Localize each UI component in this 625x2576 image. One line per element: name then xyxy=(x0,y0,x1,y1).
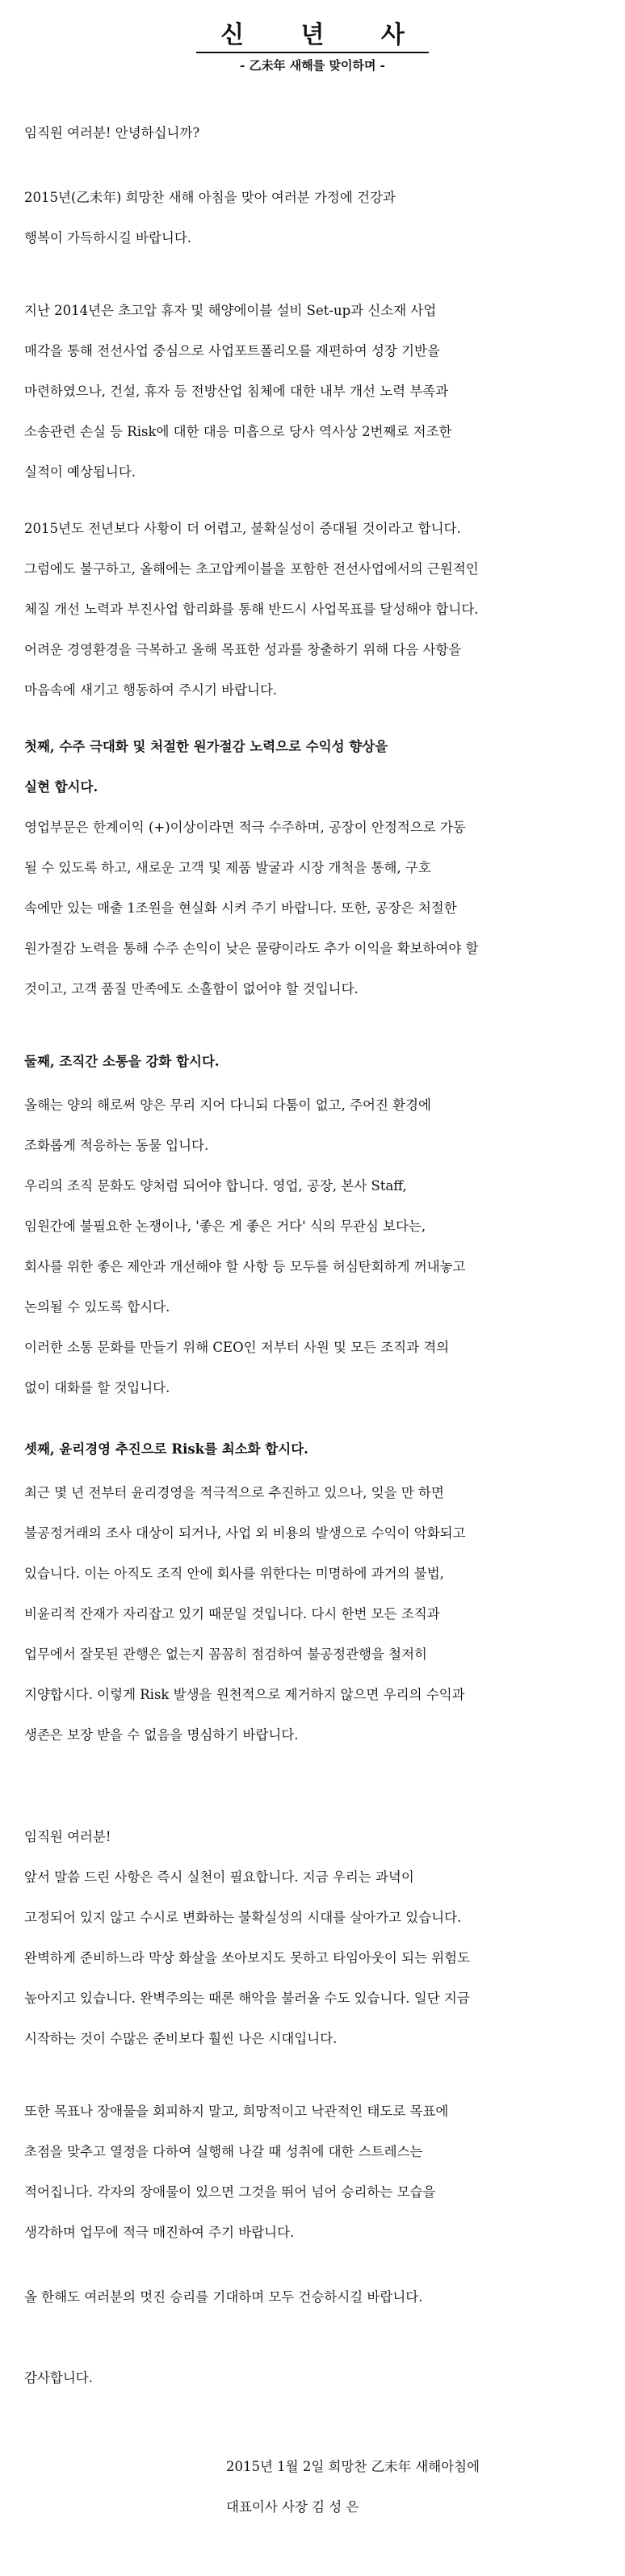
signature-date-line: 2015년 1월 2일 희망찬 乙未年 새해아침에 xyxy=(226,2459,480,2474)
heading-first: 첫째, 수주 극대화 및 처절한 원가절감 노력으로 수익성 향상을 실현 합시다. xyxy=(24,739,388,795)
paragraph-intro: 2015년(乙未年) 희망찬 새해 아침을 맞아 여러분 가정에 건강과 행복이 가득하시길 바랍니다. xyxy=(24,190,396,245)
paragraph-2015-outlook: 2015년도 전년보다 사황이 더 어렵고, 불확실성이 증대될 것이라고 합니다. 그럼에도 불구하고, 올해에는 초고압케이블을 포함한 전선사업에서의 근원적인 체질 개선 노력과 부진사업 합리화를 통해 반드시 사업목표를 달성해야 합니다. 어려운 경영환경을 극복하고 올해 목표한 성과를 창출하기 위해 다음 사항을 마음속에 새기고 행동하여 주시기 바랍니다. xyxy=(24,521,479,698)
paragraph-goals: 또한 목표나 장애물을 회피하지 말고, 희망적이고 낙관적인 태도로 목표에 초점을 맞추고 열정을 다하여 실행해 나갈 때 성취에 대한 스트레스는 적어집니다. 각자의 장애물이 있으면 그것을 뛰어 넘어 승리하는 모습을 생각하며 업무에 적극 매진하여 주기 바랍니다. xyxy=(24,2104,449,2240)
heading-second: 둘째, 조직간 소통을 강화 합시다. xyxy=(24,1054,220,1069)
paragraph-call-to-action: 임직원 여러분! 앞서 말씀 드린 사항은 즉시 실천이 필요합니다. 지금 우리는 과녁이 고정되어 있지 않고 수시로 변화하는 불확실성의 시대를 살아가고 있습니다. 완벽하게 준비하느라 막상 화살을 쏘아보지도 못하고 타임아웃이 되는 위험도 높아지고 있습니다. 완벽주의는 때론 해악을 불러올 수도 있습니다. 일단 지금 시작하는 것이 수많은 준비보다 훨씬 나은 시대입니다. xyxy=(24,1829,471,2046)
heading-third: 셋째, 윤리경영 추진으로 Risk를 최소화 합시다. xyxy=(24,1441,308,1457)
paragraph-second: 올해는 양의 해로써 양은 무리 지어 다니되 다툼이 없고, 주어진 환경에 조화롭게 적응하는 동물 입니다. 우리의 조직 문화도 양처럼 되어야 합니다. 영업, 공장, 본사 Staff, 임원간에 불필요한 논쟁이나, '좋은 게 좋은 거다' 식의 무관심 보다는, 회사를 위한 좋은 제안과 개선해야 할 사항 등 모두를 허심탄회하게 꺼내놓고 논의될 수 있도록 합시다. 이러한 소통 문화를 만들기 위해 CEO인 저부터 사원 및 모든 조직과 격의 없이 대화를 할 것입니다. xyxy=(24,1097,466,1395)
page-title xyxy=(0,15,625,50)
page-subtitle: - 乙未年 새해를 맞이하며 - xyxy=(240,58,385,73)
title-text: 신 년 사 xyxy=(196,21,429,53)
paragraph-first: 영업부문은 한계이익 (+)이상이라면 적극 수주하며, 공장이 안정적으로 가동 될 수 있도록 하고, 새로운 고객 및 제품 발굴과 시장 개척을 통해, 구호 속에만 있는 매출 1조원을 현실화 시켜 주기 바랍니다. 또한, 공장은 처절한 원가절감 노력을 통해 수주 손익이 낮은 물량이라도 추가 이익을 확보하여야 할 것이고, 고객 품질 만족에도 소홀함이 없어야 할 것입니다. xyxy=(24,820,479,996)
paragraph-2014-review: 지난 2014년은 초고압 휴자 및 해양에이블 설비 Set-up과 신소재 사업 매각을 통해 전선사업 중심으로 사업포트폴리오를 재편하여 성장 기반을 마련하였으나, 건설, 휴자 등 전방산업 침체에 대한 내부 개선 노력 부족과 소송관련 손실 등 Risk에 대한 대응 미흡으로 당사 역사상 2번째로 저조한 실적이 예상됩니다. xyxy=(24,303,452,480)
signature-block xyxy=(226,2447,480,2528)
paragraph-closing-wish: 올 한해도 여러분의 멋진 승리를 기대하며 모두 건승하시길 바랍니다. xyxy=(24,2289,423,2305)
signature-signer: 대표이사 사장 김 성 은 xyxy=(226,2499,359,2515)
paragraph-thanks: 감사합니다. xyxy=(24,2370,93,2385)
greeting: 임직원 여러분! 안녕하십니까? xyxy=(24,125,200,141)
paragraph-third: 최근 몇 년 전부터 윤리경영을 적극적으로 추진하고 있으나, 잊을 만 하면 불공정거래의 조사 대상이 되거나, 사업 외 비용의 발생으로 수익이 악화되고 있습니다. 이는 아직도 조직 안에 회사를 위한다는 미명하에 과거의 불법, 비윤리적 잔재가 자리잡고 있기 때문일 것입니다. 다시 한번 모든 조직과 업무에서 잘못된 관행은 없는지 꼼꼼히 점검하여 불공정관행을 철저히 지양합시다. 이렇게 Risk 발생을 원천적으로 제거하지 않으면 우리의 수익과 생존은 보장 받을 수 없음을 명심하기 바랍니다. xyxy=(24,1485,466,1743)
